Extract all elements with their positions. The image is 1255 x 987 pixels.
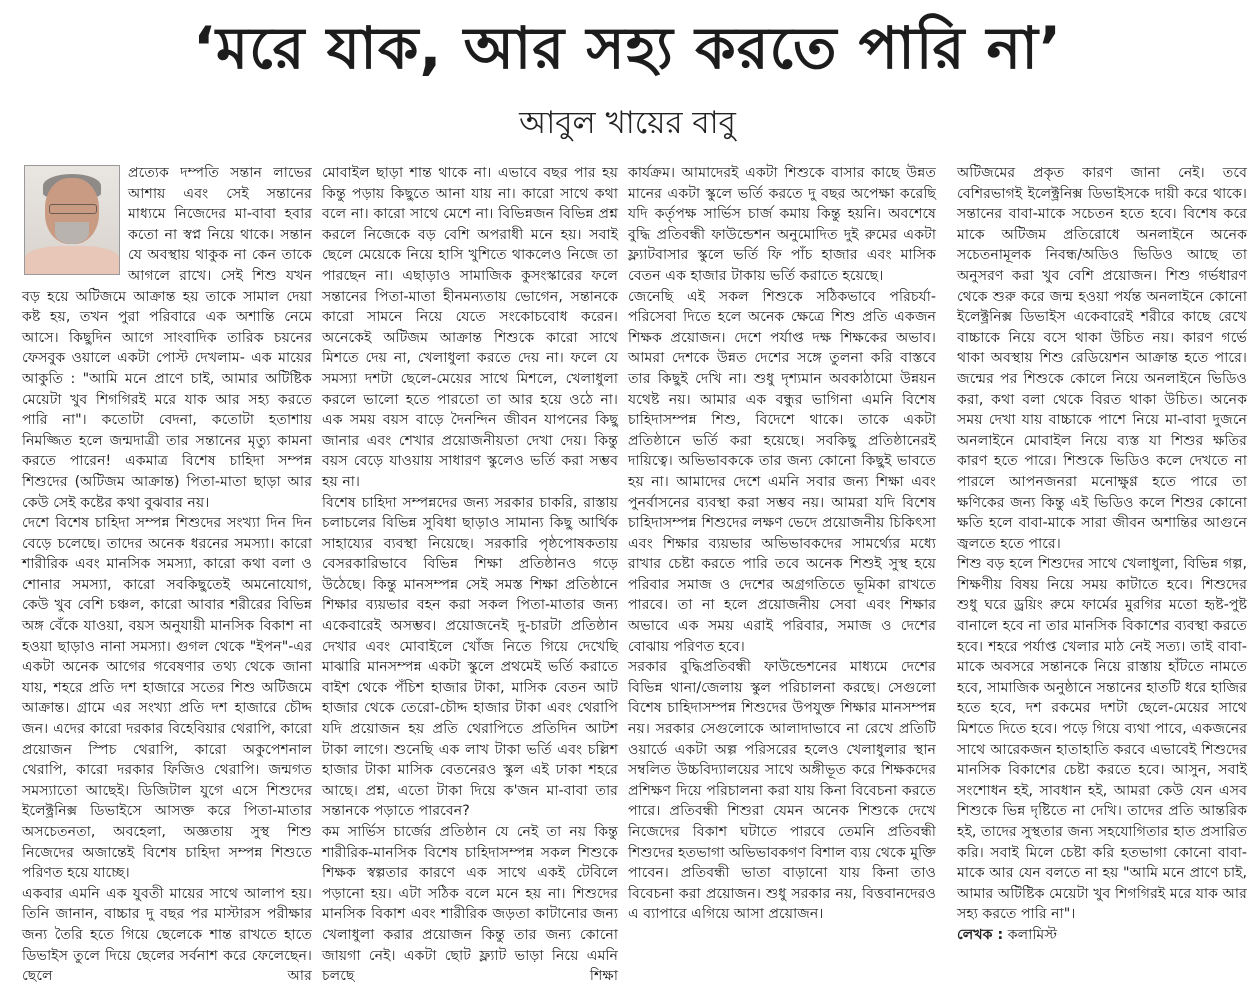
article-column-2 — [322, 163, 618, 987]
paragraph: মোবাইল ছাড়া শান্ত থাকে না। এভাবে বছর পার হয় কিন্তু পড়ায় কিছুতে আনা যায় না। কারো সাথে কথা বলে না। কারো সাথে মেশে না। বিভিন্নজন বিভিন্ন প্রশ্ন করলে নিজেকে বড় বেশি অপরাধী মনে হয়। সবাই ছেলে মেয়েকে নিয়ে হাসি খুশিতে থাকলেও নিজে তা পারছেন না। এছাড়াও সামাজিক কুসংস্কারের ফলে সন্তানের পিতা-মাতা হীনমন্যতায় ভোগেন, সন্তানকে কারো সামনে নিয়ে যেতে সংকোচবোধ করেন। অনেকেই অটিজম আক্রান্ত শিশুকে কারো সাথে মিশতে দেয় না, খেলাধুলা করতে দেয় না। ফলে যে সমস্যা দশটা ছেলে-মেয়ের সাথে মিশলে, খেলাধুলা করলে ভালো হতে পারতো তা আর হয়ে ওঠে না। এক সময় বয়স বাড়ে দৈনন্দিন জীবন যাপনের কিছু জানার এবং শেখার প্রয়োজনীয়তা দেখা দেয়। কিন্তু বয়স বেড়ে যাওয়ায় সাধারণ স্কুলেও ভর্তি করা সম্ভব হয় না। — [322, 165, 618, 490]
author-byline: আবুল খায়ের বাবু — [519, 105, 736, 141]
paragraph: জেনেছি এই সকল শিশুকে সঠিকভাবে পরিচর্যা-পরিসেবা দিতে হলে অনেক ক্ষেত্রে শিশু প্রতি একজন শিক্ষক প্রয়োজন। দেশে পর্যাপ্ত দক্ষ শিক্ষকের অভাব। আমরা দেশকে উন্নত দেশের সঙ্গে তুলনা করি বাস্তবে তার কিছুই দেখি না। শুধু দৃশ্যমান অবকাঠামো উন্নয়ন যথেষ্ট নয়। আমার এক বন্ধুর ভাগিনা এমনি বিশেষ চাহিদাসম্পন্ন শিশু, বিদেশে থাকে। তাকে একটা প্রতিষ্ঠানে ভর্তি করা হয়েছে। সবকিছু প্রতিষ্ঠানেরই দায়িত্বে। অভিভাবককে তার জন্য কোনো কিছুই ভাবতে হয় না। আমাদের দেশে এমনি সবার জন্য শিক্ষা এবং পুনর্বাসনের ব্যবস্থা করা সম্ভব নয়। আমরা যদি বিশেষ চাহিদাসম্পন্ন শিশুদের লক্ষণ ভেদে প্রয়োজনীয় চিকিৎসা এবং শিক্ষার ব্যয়ভার অভিভাবকদের সামর্থ্যের মধ্যে রাখার চেষ্টা করতে পারি তবে অনেক শিশুই সুস্থ হয়ে পরিবার সমাজ ও দেশের অগ্রগতিতে ভূমিকা রাখতে পারবে। তা না হলে প্রয়োজনীয় সেবা এবং শিক্ষার অভাবে এক সময় এরাই পরিবার, সমাজ ও দেশের বোঝায় পরিণত হবে। — [628, 288, 936, 655]
paragraph: অটিজমের প্রকৃত কারণ জানা নেই। তবে বেশিরভাগই ইলেক্ট্রনিক্স ডিভাইসকে দায়ী করে থাকে। সন্তানের বাবা-মাকে সচেতন হতে হবে। বিশেষ করে মাকে অটিজম প্রতিরোধে অনলাইনে অনেক সচেতনামূলক নিবন্ধ/অডিও ভিডিও আছে তা অনুসরণ করা খুব বেশি প্রয়োজন। শিশু গর্ভধারণ থেকে শুরু করে জন্ম হওয়া পর্যন্ত অনলাইনে কোনো ইলেক্ট্রনিক্স ডিভাইস একেবারেই শরীরে কাছে রেখে বাচ্চাকে নিয়ে বসে থাকা উচিত নয়। কারণ গর্ভে থাকা অবস্থায় শিশু রেডিয়েশন আক্রান্ত হতে পারে। জন্মের পর শিশুকে কোলে নিয়ে অনলাইনে ভিডিও করা, কথা বলা থেকে বিরত থাকা উচিত। অনেক সময় দেখা যায় বাচ্চাকে পাশে নিয়ে মা-বাবা দুজনে অনলাইনে মোবাইল নিয়ে ব্যস্ত যা শিশুর ক্ষতির কারণ হতে পারে। শিশুকে ভিডিও কলে দেখতে না পারলে আপনজনরা মনোক্ষুণ্ণ হতে পারে তা ক্ষণিকের জন্য কিন্তু এই ভিডিও কলে শিশুর কোনো ক্ষতি হলে বাবা-মাকে সারা জীবন অশান্তির আগুনে জ্বলতে হতে পারে। — [957, 165, 1247, 552]
paragraph: সরকার বুদ্ধিপ্রতিবন্ধী ফাউন্ডেশনের মাধ্যমে দেশের বিভিন্ন থানা/জেলায় স্কুল পরিচালনা করছে। সেগুলো বিশেষ চাহিদাসম্পন্ন শিশুদের উপযুক্ত শিক্ষার মানসম্পন্ন নয়। সরকার সেগুলোকে আলাদাভাবে না রেখে প্রতিটি ওয়ার্ডে একটা অল্প পরিসরের হলেও খেলাধুলার স্থান সম্বলিত উচ্চবিদ্যালয়ের সাথে অঙ্গীভূত করে শিক্ষকদের প্রশিক্ষণ দিয়ে পরিচালনা করা যায় কিনা বিবেচনা করতে পারে। প্রতিবন্ধী শিশুরা যেমন অনেক শিশুকে দেখে নিজেদের বিকাশ ঘটাতে পারবে তেমনি প্রতিবন্ধী শিশুদের হতভাগা অভিভাবকগণ বিশাল ব্যয় থেকে মুক্তি পাবেন। প্রতিবন্ধী ভাতা বাড়ানো যায় কিনা তাও বিবেচনা করা প্রয়োজন। শুধু সরকার নয়, বিত্তবানদেরও এ ব্যাপারে এগিয়ে আসা প্রয়োজন। — [628, 659, 936, 923]
paragraph: একবার এমনি এক যুবতী মায়ের সাথে আলাপ হয়। তিনি জানান, বাচ্চার দু বছর পর মাস্টারস পরীক্ষার জন্য তৈরি হতে গিয়ে ছেলেকে শান্ত রাখতে হাতে ডিভাইস তুলে দিয়ে ছেলের সর্বনাশ করে ফেলেছেন। ছেলে আর — [22, 885, 312, 985]
author-note-label: লেখক : — [957, 926, 1004, 943]
article-headline: ‘মরে যাক, আর সহ্য করতে পারি না’ — [192, 14, 1063, 82]
article-column-3 — [628, 163, 936, 925]
article-column-1 — [22, 163, 312, 987]
paragraph: কার্যক্রম। আমাদেরই একটা শিশুকে বাসার কাছে উন্নত মানের একটা স্কুলে ভর্তি করতে দু বছর অপেক্ষা করেছি যদি কর্তৃপক্ষ সার্ভিস চার্জ কমায় কিন্তু হয়নি। অবশেষে বুদ্ধি প্রতিবন্ধী ফাউন্ডেশন অনুমোদিত দুই রুমের একটা ফ্ল্যাটবাসার স্কুলে ভর্তি ফি পাঁচ হাজার এবং মাসিক বেতন এক হাজার টাকায় ভর্তি করাতে হয়েছে। — [628, 165, 936, 284]
paragraph: প্রত্যেক দম্পতি সন্তান লাভের আশায় এবং সেই সন্তানের মাধ্যমে নিজেদের মা-বাবা হবার কতো না স্বপ্ন নিয়ে থাকে। সন্তান যে অবস্থায় থাকুক না কেন তাকে আগলে রাখে। সেই শিশু যখন বড় হয়ে অটিজমে আক্রান্ত হয় তাকে সামাল দেয়া কষ্ট হয়, তখন পুরা পরিবারে এক অশান্তি নেমে আসে। কিছুদিন আগে সাংবাদিক তারিক চয়নের ফেসবুক ওয়ালে একটা পোস্ট দেখলাম- এক মায়ের আকুতি : "আমি মনে প্রাণে চাই, আমার অটিষ্টিক মেয়েটা খুব শিগগিরই মরে যাক আর সহ্য করতে পারি না"। কতোটা বেদনা, কতোটা হতাশায় নিমজ্জিত হলে জন্মদাত্রী তার সন্তানের মৃত্যু কামনা করতে পারেন! একমাত্র বিশেষ চাহিদা সম্পন্ন শিশুদের (অটিজম আক্রান্ত) পিতা-মাতা ছাড়া আর কেউ সেই কষ্টের কথা বুঝবার নয়। — [22, 165, 312, 511]
author-note-value: কলামিস্ট — [1007, 926, 1058, 943]
paragraph: বিশেষ চাহিদা সম্পন্নদের জন্য সরকার চাকরি, রাস্তায় চলাচলের বিভিন্ন সুবিধা ছাড়াও সামান্য কিছু আর্থিক সাহায্যের ব্যবস্থা নিয়েছে। সরকারি পৃষ্ঠপোষকতায় বেসরকারিভাবে বিভিন্ন শিক্ষা প্রতিষ্ঠানও গড়ে উঠেছে। কিন্তু মানসম্পন্ন সেই সমস্ত শিক্ষা প্রতিষ্ঠানে শিক্ষার ব্যয়ভার বহন করা সকল পিতা-মাতার জন্য একেবারেই অসম্ভব। প্রয়োজনেই দু-চারটা প্রতিষ্ঠান দেখার এবং মোবাইলে খোঁজ নিতে গিয়ে দেখেছি মাঝারি মানসম্পন্ন একটা স্কুলে প্রথমেই ভর্তি করাতে বাইশ থেকে পঁচিশ হাজার টাকা, মাসিক বেতন আট হাজার থেকে তেরো-চৌদ্দ হাজার টাকা এবং থেরাপি যদি প্রয়োজন হয় প্রতি থেরাপিতে প্রতিদিন আটশ টাকা লাগে। শুনেছি এক লাখ টাকা ভর্তি এবং চল্লিশ হাজার টাকা মাসিক বেতনেরও স্কুল এই ঢাকা শহরে আছে। প্রশ্ন, এতো টাকা দিয়ে ক'জন মা-বাবা তার সন্তানকে পড়াতে পারবেন? — [322, 494, 618, 820]
author-portrait-image — [24, 165, 120, 275]
author-note — [957, 925, 1247, 946]
paragraph: দেশে বিশেষ চাহিদা সম্পন্ন শিশুদের সংখ্যা দিন দিন বেড়ে চলেছে। তাদের অনেক ধরনের সমস্যা। কারো শারীরিক এবং মানসিক সমস্যা, কারো কথা বলা ও শোনার সমস্যা, কারো সবকিছুতেই অমনোযোগ, কেউ খুব বেশি চঞ্চল, কারো আবার শরীরের বিভিন্ন অঙ্গ বেঁকে যাওয়া, বয়স অনুযায়ী মানসিক বিকাশ না হওয়া ছাড়াও নানা সমস্যা। গুগল থেকে "ইপন"-এর একটা অনেক আগের গবেষণার তথ্য থেকে জানা যায়, শহরে প্রতি দশ হাজারে সতের শিশু অটিজমে আক্রান্ত। গ্রামে এর সংখ্যা প্রতি দশ হাজারে চৌদ্দ জন। এদের কারো দরকার বিহেবিয়ার থেরাপি, কারো প্রয়োজন স্পিচ থেরাপি, কারো অকুপেশনাল থেরাপি, কারো দরকার ফিজিও থেরাপি। জন্মগত সমস্যাতো আছেই। ডিজিটাল যুগে এসে শিশুদের ইলেক্ট্রনিক্স ডিভাইসে আসক্ত করে পিতা-মাতার অসচেতনতা, অবহেলা, অজ্ঞতায় সুস্থ শিশু নিজেদের অজান্তেই বিশেষ চাহিদা সম্পন্ন শিশুতে পরিণত হয়ে যাচ্ছে। — [22, 515, 312, 882]
article-column-4 — [957, 163, 1247, 946]
paragraph: শিশু বড় হলে শিশুদের সাথে খেলাধুলা, বিভিন্ন গল্প, শিক্ষণীয় বিষয় নিয়ে সময় কাটাতে হবে। শিশুদের শুধু ঘরে ড্রয়িং রুমে ফার্মের মুরগির মতো হৃষ্ট-পুষ্ট বানালে হবে না তার মানসিক বিকাশের ব্যবস্থা করতে হবে। শহরে পর্যাপ্ত খেলার মাঠ নেই সত্য। তাই বাবা-মাকে অবসরে সন্তানকে নিয়ে রাস্তায় হাঁটতে নামতে হবে, সামাজিক অনুষ্ঠানে সন্তানের হাতটি ধরে হাজির হতে হবে, দশ রকমের দশটা ছেলে-মেয়ের সাথে মিশতে দিতে হবে। পড়ে গিয়ে ব্যথা পাবে, একজনের সাথে আরেকজন হাতাহাতি করবে এভাবেই শিশুদের মানসিক বিকাশের চেষ্টা করতে হবে। আসুন, সবাই সংশোধন হই, সাবধান হই, আমরা কেউ যেন এসব শিশুকে ভিন্ন দৃষ্টিতে না দেখি। তাদের প্রতি আন্তরিক হই, তাদের সুস্থতার জন্য সহযোগিতার হাত প্রসারিত করি। সবাই মিলে চেষ্টা করি হতভাগা কোনো বাবা-মাকে আর যেন বলতে না হয় "আমি মনে প্রাণে চাই, আমার অটিষ্টিক মেয়েটা খুব শিগগিরই মরে যাক আর সহ্য করতে পারি না"। — [957, 556, 1247, 923]
paragraph: কম সার্ভিস চার্জের প্রতিষ্ঠান যে নেই তা নয় কিন্তু শারীরিক-মানসিক বিশেষ চাহিদাসম্পন্ন সকল শিশুকে শিক্ষক স্বল্পতার কারণে এক সাথে একই টেবিলে পড়ানো হয়। এটা সঠিক বলে মনে হয় না। শিশুদের মানসিক বিকাশ এবং শারীরিক জড়তা কাটানোর জন্য খেলাধুলা করার প্রয়োজন কিন্তু তার জন্য কোনো জায়গা নেই। একটা ছোট ফ্ল্যাট ভাড়া নিয়ে এমনি চলছে শিক্ষা — [322, 824, 618, 985]
